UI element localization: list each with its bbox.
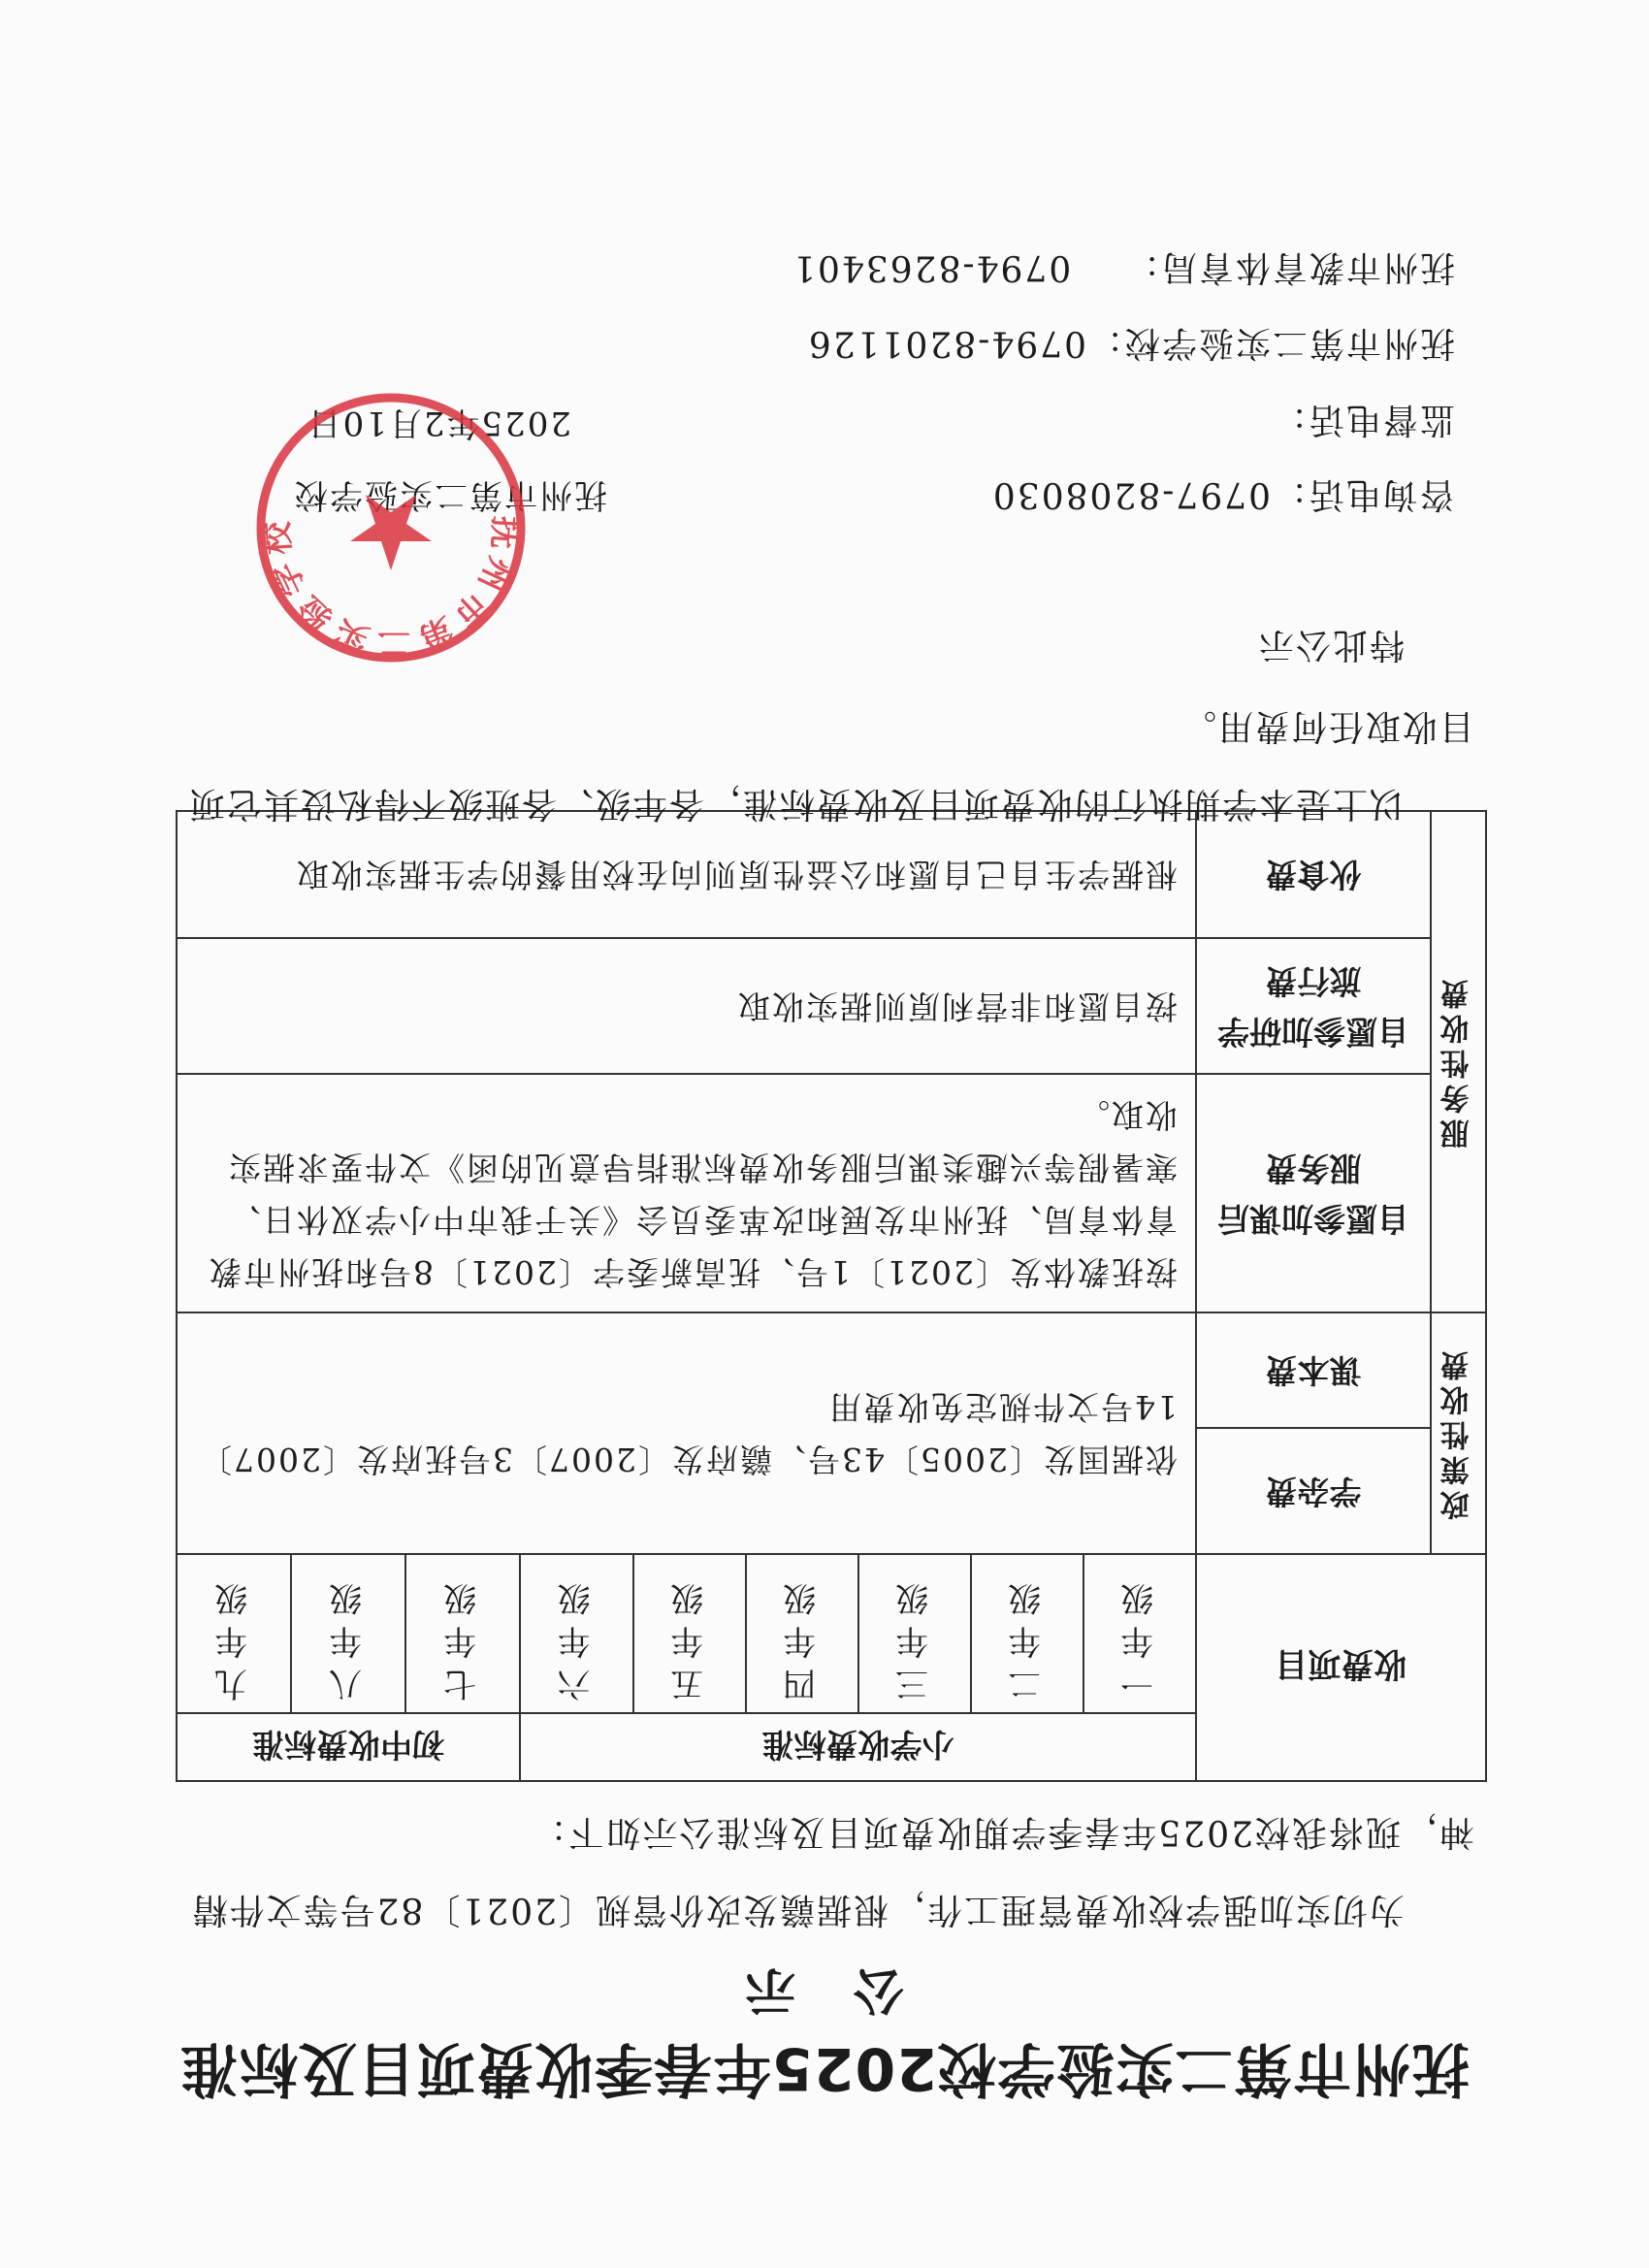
row-item: 自愿参加课后服务费 [1196,1074,1431,1312]
notice-end: 特此公示 [1256,625,1405,664]
table-row [177,1074,1486,1312]
item-header: 收费项目 [1196,1554,1486,1781]
policy-category: 政策性收费 [1431,1312,1486,1554]
service-category: 服务性收费 [1431,811,1486,1312]
grade-header: 八年级 [291,1554,405,1713]
row-standard: 按抚教体发〔2021〕1号、抚高新委字〔2021〕8号和抚州市教育体育局、抚州市发展和改革委员会《关于我市中小学双休日、寒暑假等兴趣类课后服务收费标准指导意见的函》文件要求据实收取。 [177,1074,1196,1312]
row-item: 学杂费 [1196,1428,1431,1554]
table-row [177,1428,1486,1554]
supervise-bureau-phone: 抚州市教育体育局： 0794-8263401 [792,247,1455,287]
row-item: 自愿参加研学旅行费 [1196,938,1431,1074]
grade-header: 七年级 [405,1554,520,1713]
supervise-school-phone: 抚州市第二实验学校：0794-8201126 [806,323,1455,363]
table-row [177,938,1486,1074]
fee-table [176,810,1487,1782]
row-standard: 按自愿和非营利原则据实收取 [177,938,1196,1074]
notice-date: 2025年2月10日 [306,404,571,442]
row-standard: 依据国发〔2005〕43号、赣府发〔2007〕3号抚府发〔2007〕14号文件规定免收费用 [177,1312,1196,1554]
grade-header: 一年级 [1083,1554,1196,1713]
official-seal [253,390,529,665]
svg-text:抚州市第二实验学校: 抚州市第二实验学校 [257,514,525,662]
junior-standard-header: 初中收费标准 [177,1713,520,1781]
supervise-label: 监督电话： [1270,400,1455,439]
document-title: 抚州市第二实验学校2025年春季收费项目及标准 [179,2034,1470,2102]
grade-header: 六年级 [520,1554,633,1713]
closing-paragraph: 以上是本学期执行的收费项目及收费标准，各年级、各班级不得私设其它项目收取任何费用。 [187,706,1474,824]
document-subtitle: 公示 [687,1960,905,2020]
grade-header: 三年级 [858,1554,971,1713]
grade-header: 九年级 [177,1554,291,1713]
grade-header: 二年级 [971,1554,1083,1713]
star-icon [350,495,432,570]
grade-header: 五年级 [633,1554,746,1713]
row-item: 伙食费 [1196,811,1431,938]
grade-header: 四年级 [746,1554,858,1713]
intro-paragraph: 为切实加强学校收费管理工作，根据赣发改价管规〔2021〕82号等文件精神，现将我校2025年春季学期收费项目及标准公示如下： [190,1812,1474,1929]
consult-phone: 咨询电话：0797-8208030 [990,474,1455,514]
row-item: 课本费 [1196,1312,1431,1428]
row-standard: 根据学生自己自愿和公益性原则向在校用餐的学生据实收取 [177,811,1196,938]
signature-school: 抚州市第二实验学校 [293,475,607,514]
primary-standard-header: 小学收费标准 [520,1713,1196,1781]
